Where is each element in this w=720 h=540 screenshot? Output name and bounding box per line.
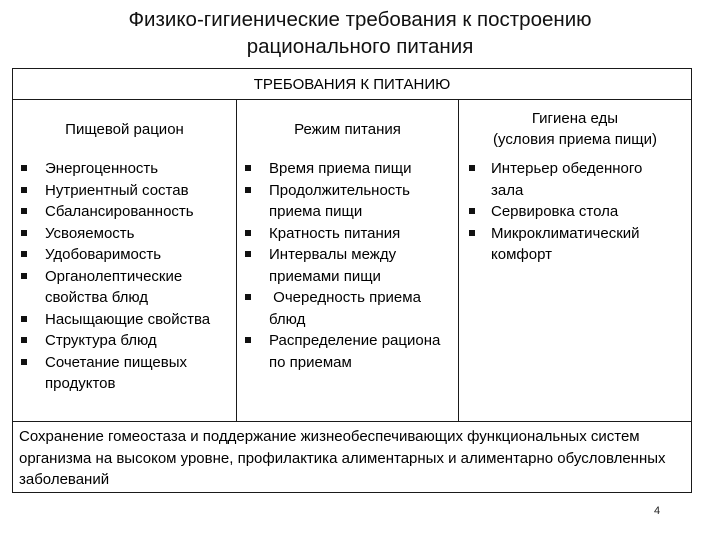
- column-heading-line: (условия приема пищи): [493, 131, 657, 148]
- column-eating-hygiene: [459, 100, 691, 421]
- list-item: [19, 309, 215, 331]
- square-bullet-icon: [21, 273, 27, 279]
- list-item-text: Усвояемость: [45, 224, 135, 242]
- square-bullet-icon: [245, 165, 251, 171]
- list-item: [19, 180, 215, 202]
- list-item: [467, 201, 671, 223]
- list-item: [19, 158, 215, 180]
- slide-title-line-2: рационального питания: [246, 35, 474, 58]
- slide-title: [40, 6, 680, 60]
- list-item: [19, 223, 215, 245]
- list-item-text: Насыщающие свойства: [45, 310, 211, 328]
- list-item-text: Очередность приема блюд: [269, 289, 426, 328]
- list-item: [243, 244, 429, 287]
- list-item: [243, 330, 449, 373]
- list-item-text: Время приема пищи: [269, 160, 412, 177]
- list-item-text: Интервалы между приемами пищи: [269, 246, 397, 285]
- square-bullet-icon: [21, 251, 27, 257]
- square-bullet-icon: [21, 316, 27, 322]
- list-item-text: Нутриентный состав: [45, 181, 189, 199]
- square-bullet-icon: [469, 165, 475, 171]
- square-bullet-icon: [21, 359, 27, 365]
- list-item-text: Структура блюд: [45, 332, 157, 349]
- list-item-text: Сочетание пищевых продуктов: [45, 353, 187, 392]
- column-heading: [459, 100, 691, 158]
- schedule-list: [243, 158, 449, 373]
- square-bullet-icon: [21, 208, 27, 214]
- square-bullet-icon: [469, 208, 475, 214]
- list-item: [243, 158, 449, 180]
- list-item-text: Микроклиматический комфорт: [491, 224, 640, 263]
- table-footer: Сохранение гомеостаза и поддержание жизнеобеспечивающих функциональных систем организма на высоком уровне, профилактика алиментарных и алиментарно обусловленных заболеваний: [13, 421, 691, 492]
- list-item: [19, 244, 215, 266]
- list-item-text: Продолжительность приема пищи: [269, 181, 410, 220]
- table-header: ТРЕБОВАНИЯ К ПИТАНИЮ: [13, 69, 691, 100]
- list-item: [467, 158, 671, 201]
- diet-list: [19, 158, 215, 395]
- column-heading: [13, 100, 236, 158]
- square-bullet-icon: [21, 187, 27, 193]
- slide-title-line-1: Физико-гигиенические требования к построению: [128, 8, 592, 31]
- square-bullet-icon: [21, 165, 27, 171]
- list-item-text: Распределение рациона по приемам: [269, 332, 441, 371]
- square-bullet-icon: [245, 294, 251, 300]
- list-item: [243, 180, 439, 223]
- square-bullet-icon: [21, 230, 27, 236]
- square-bullet-icon: [21, 337, 27, 343]
- column-diet: [13, 100, 237, 421]
- list-item: [243, 287, 449, 330]
- list-item-text: Кратность питания: [269, 224, 401, 242]
- requirements-table: [12, 68, 692, 493]
- list-item-text: Сбалансированность: [45, 203, 194, 220]
- column-heading: [237, 100, 458, 158]
- eating-hygiene-list: [467, 158, 671, 266]
- square-bullet-icon: [245, 337, 251, 343]
- list-item: [467, 223, 671, 266]
- list-item: [19, 201, 215, 223]
- square-bullet-icon: [245, 187, 251, 193]
- page-number: 4: [654, 505, 661, 517]
- list-item-text: Удобоваримость: [45, 246, 162, 263]
- list-item: [19, 352, 215, 395]
- list-item: [243, 223, 449, 245]
- list-item: [19, 266, 215, 309]
- column-schedule: [237, 100, 459, 421]
- list-item-text: Энергоценность: [45, 160, 159, 177]
- list-item: [19, 330, 215, 352]
- list-item-text: Сервировка стола: [491, 203, 619, 220]
- square-bullet-icon: [469, 230, 475, 236]
- list-item-text: Интерьер обеденного зала: [491, 160, 643, 199]
- list-item-text: Органолептические свойства блюд: [45, 267, 183, 306]
- column-heading-line: Режим питания: [294, 120, 401, 138]
- square-bullet-icon: [245, 230, 251, 236]
- column-heading-line: Пищевой рацион: [65, 120, 184, 138]
- column-heading-line: Гигиена еды: [531, 110, 619, 127]
- square-bullet-icon: [245, 251, 251, 257]
